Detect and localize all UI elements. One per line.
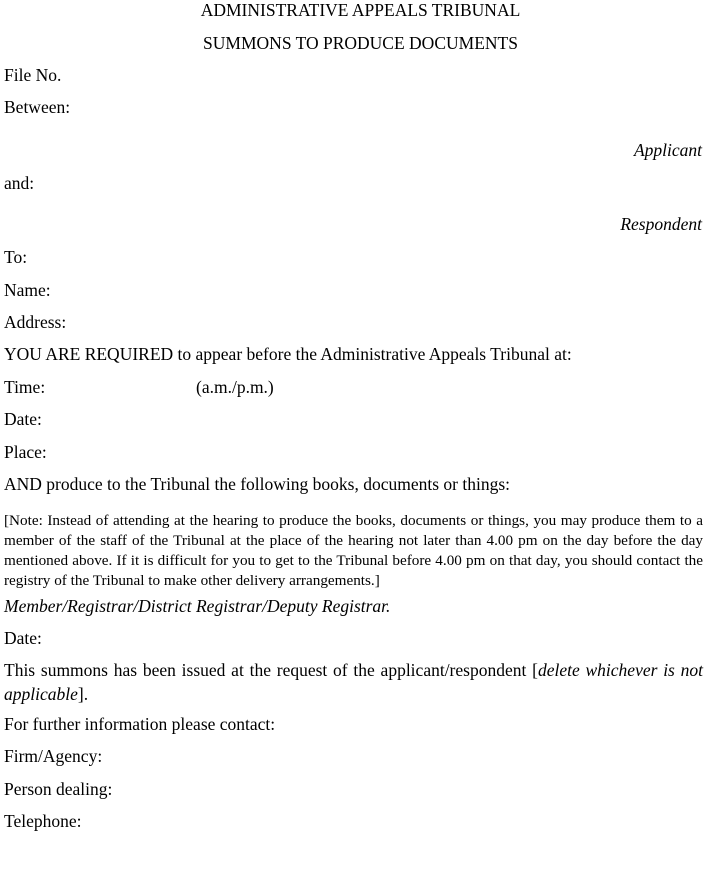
- date-label: Date:: [4, 409, 42, 429]
- applicant-label: Applicant: [633, 140, 702, 160]
- document-subtitle: SUMMONS TO PRODUCE DOCUMENTS: [203, 33, 518, 53]
- between-label: Between:: [4, 97, 71, 117]
- and-label: and:: [4, 173, 35, 193]
- issued-text-after: ].: [77, 684, 89, 704]
- time-row: [4, 377, 704, 397]
- produce-statement: AND produce to the Tribunal the following books, documents or things:: [4, 474, 511, 494]
- issued-text-before: This summons has been issued at the request of the applicant/respondent [: [4, 660, 538, 680]
- name-label: Name:: [4, 280, 51, 300]
- telephone-label: Telephone:: [4, 811, 82, 831]
- to-label: To:: [4, 247, 28, 267]
- firm-agency-label: Firm/Agency:: [4, 746, 103, 766]
- document-title: ADMINISTRATIVE APPEALS TRIBUNAL: [200, 0, 521, 20]
- address-label: Address:: [4, 312, 67, 332]
- issued-statement: [4, 658, 703, 706]
- issued-italic-text: delete whichever is not applicable: [4, 660, 703, 704]
- file-no-label: File No.: [4, 65, 62, 85]
- required-statement: YOU ARE REQUIRED to appear before the Administrative Appeals Tribunal at:: [4, 344, 572, 364]
- person-dealing-label: Person dealing:: [4, 779, 113, 799]
- signatory-role: Member/Registrar/District Registrar/Deputy Registrar.: [4, 596, 391, 616]
- time-suffix: (a.m./p.m.): [196, 377, 274, 397]
- respondent-label: Respondent: [620, 214, 702, 234]
- signature-date-label: Date:: [4, 628, 42, 648]
- contact-intro: For further information please contact:: [4, 714, 276, 734]
- delivery-note: [Note: Instead of attending at the hearing to produce the books, documents or things, you may produce them to a member of the staff of the Tribunal at the place of the hearing not later than 4.00 pm on the day before the day mentioned above. If it is difficult for you to get to the Tribunal before 4.00 pm on that day, you should contact the registry of the Tribunal to make other delivery arrangements.]: [4, 512, 703, 589]
- time-label: Time:: [4, 377, 46, 397]
- place-label: Place:: [4, 442, 47, 462]
